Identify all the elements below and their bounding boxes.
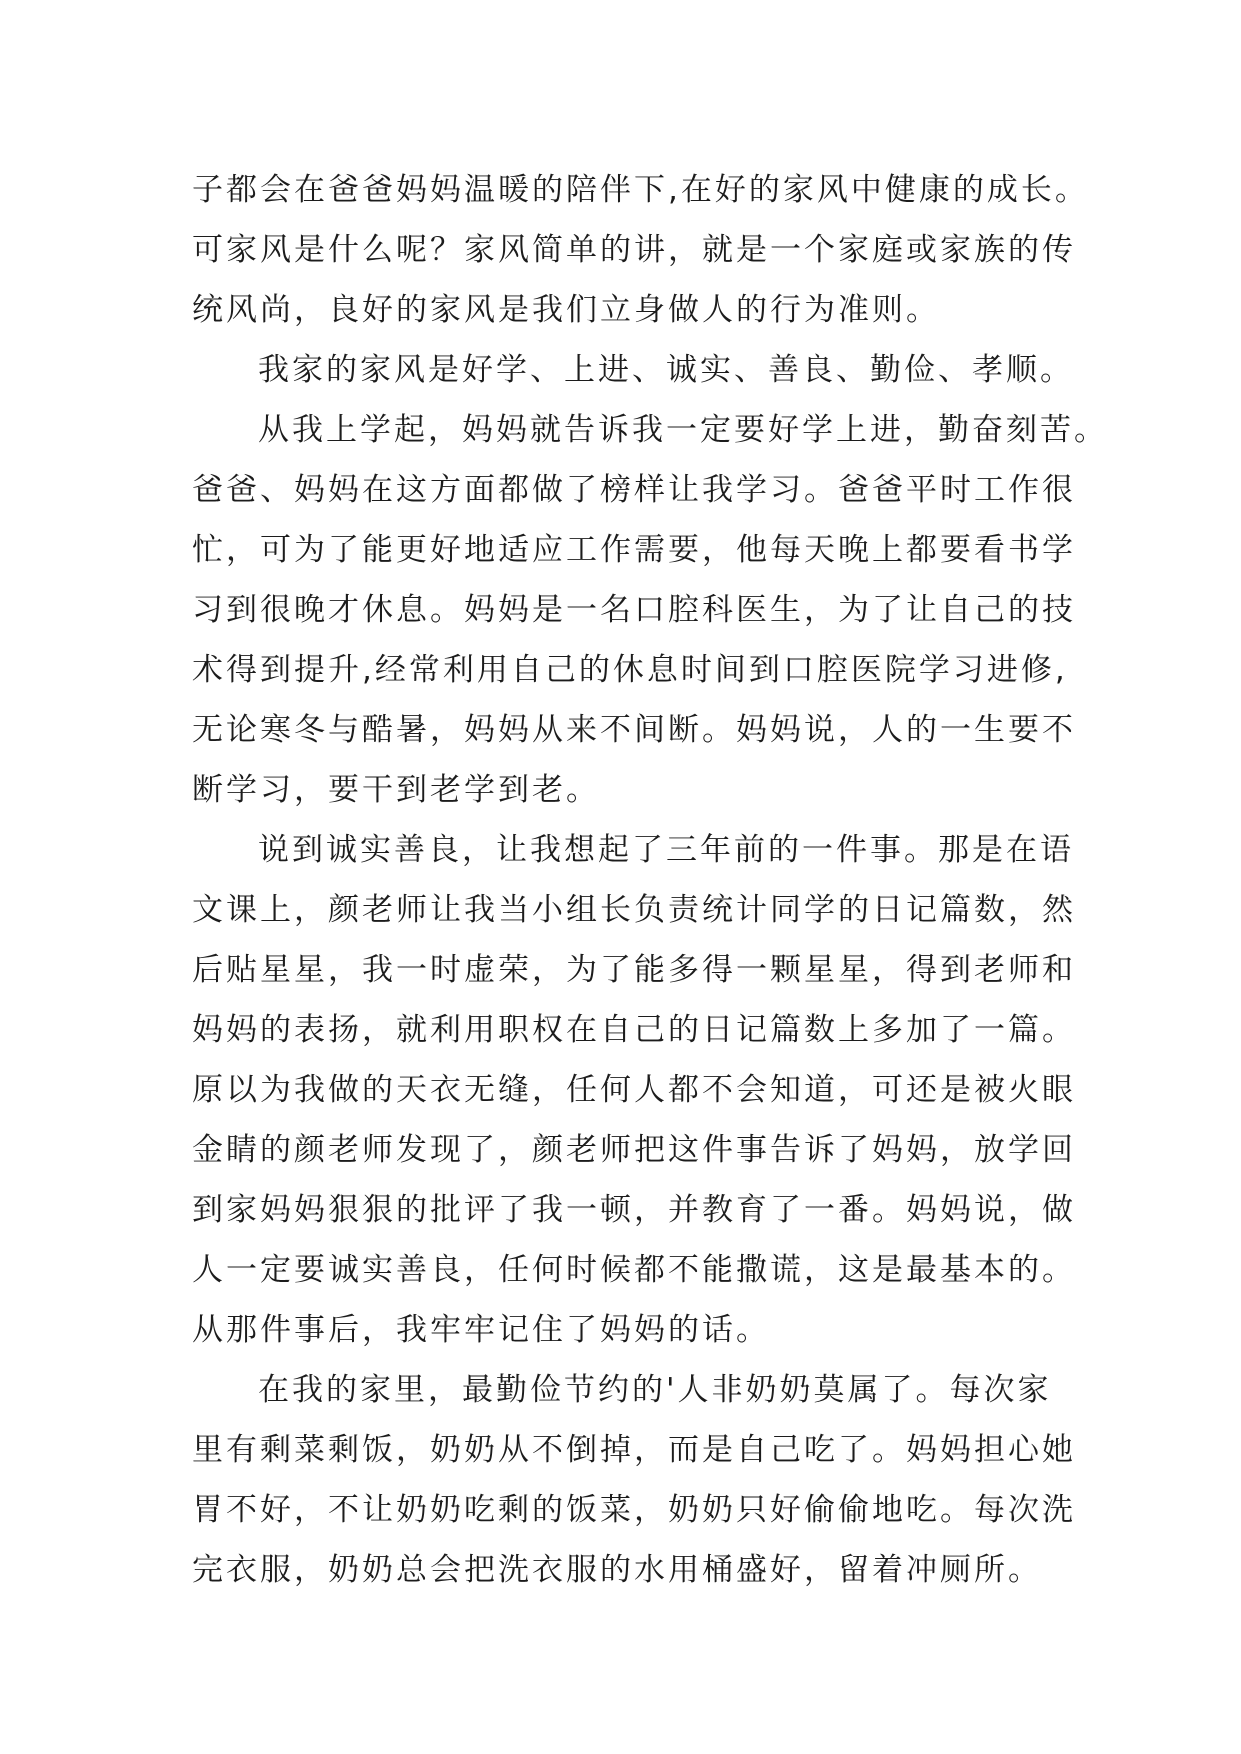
paragraph-start-line: 说到诚实善良，让我想起了三年前的一件事。那是在语 [258,832,1074,868]
paragraph-start-line: 从我上学起，妈妈就告诉我一定要好学上进，勤奋刻苦。 [258,412,1108,448]
text-line: 金睛的颜老师发现了，颜老师把这件事告诉了妈妈，放学回 [192,1132,1076,1168]
text-line: 完衣服，奶奶总会把洗衣服的水用桶盛好，留着冲厕所。 [192,1552,1042,1588]
text-line: 胃不好，不让奶奶吃剩的饭菜，奶奶只好偷偷地吃。每次洗 [192,1492,1076,1528]
text-line: 统风尚，良好的家风是我们立身做人的行为准则。 [192,292,940,328]
text-line: 妈妈的表扬，就利用职权在自己的日记篇数上多加了一篇。 [192,1012,1076,1048]
essay-body [192,160,1108,1600]
text-line: 习到很晚才休息。妈妈是一名口腔科医生，为了让自己的技 [192,592,1076,628]
text-line: 后贴星星，我一时虚荣，为了能多得一颗星星，得到老师和 [192,952,1076,988]
text-line: 到家妈妈狠狠的批评了我一顿，并教育了一番。妈妈说，做 [192,1192,1076,1228]
text-line: 人一定要诚实善良，任何时候都不能撒谎，这是最基本的。 [192,1252,1076,1288]
text-line: 爸爸、妈妈在这方面都做了榜样让我学习。爸爸平时工作很 [192,472,1076,508]
text-line: 从那件事后，我牢牢记住了妈妈的话。 [192,1312,770,1348]
text-line: 断学习，要干到老学到老。 [192,772,600,808]
text-line: 子都会在爸爸妈妈温暖的陪伴下,在好的家风中健康的成长。 [192,172,1089,208]
text-line: 术得到提升,经常利用自己的休息时间到口腔医院学习进修, [192,652,1068,688]
text-line: 无论寒冬与酷暑，妈妈从来不间断。妈妈说，人的一生要不 [192,712,1076,748]
paragraph-start-line: 我家的家风是好学、上进、诚实、善良、勤俭、孝顺。 [258,352,1074,388]
text-line: 文课上，颜老师让我当小组长负责统计同学的日记篇数，然 [192,892,1076,928]
paragraph-start-line: 在我的家里，最勤俭节约的'人非奶奶莫属了。每次家 [258,1372,1052,1408]
text-line: 可家风是什么呢？家风简单的讲，就是一个家庭或家族的传 [192,232,1076,268]
text-line: 忙，可为了能更好地适应工作需要，他每天晚上都要看书学 [192,532,1076,568]
text-line: 原以为我做的天衣无缝，任何人都不会知道，可还是被火眼 [192,1072,1076,1108]
text-line: 里有剩菜剩饭，奶奶从不倒掉，而是自己吃了。妈妈担心她 [192,1432,1076,1468]
